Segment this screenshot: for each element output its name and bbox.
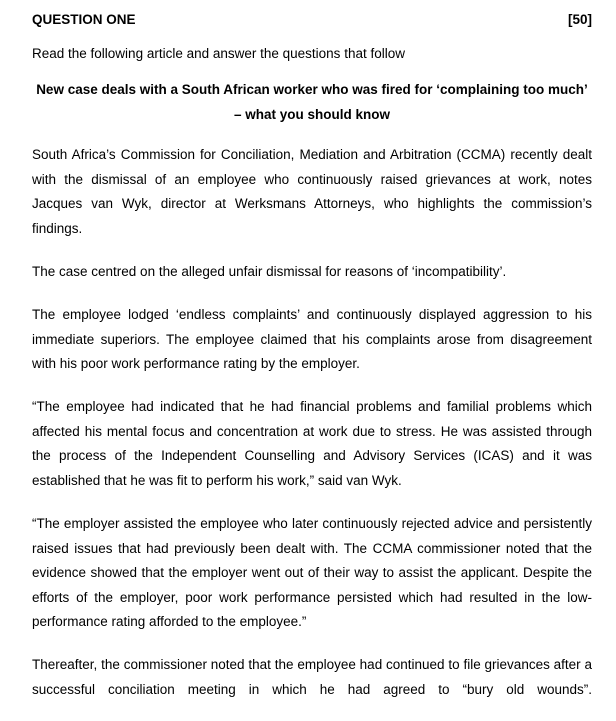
article-paragraph-3: The employee lodged ‘endless complaints’ and continuously displayed aggression to his immediate superiors. The employee claimed that his complaints arose from disagreement with his poor work performance rating by the employer.: [32, 307, 592, 371]
article-paragraph-1: South Africa’s Commission for Conciliation, Mediation and Arbitration (CCMA) recently dealt with the dismissal of an employee who continuously raised grievances at work, notes Jacques van Wyk, director at Werksmans Attorneys, who highlights the commission’s findings.: [32, 147, 592, 236]
instruction-text: Read the following article and answer the questions that follow: [32, 46, 405, 61]
article-paragraph-5: “The employer assisted the employee who later continuously rejected advice and persistently raised issues that had previously been dealt with. The CCMA commissioner noted that the evidence showed that the employer went out of their way to assist the applicant. Despite the efforts of the employer, poor work performance persisted which had resulted in the low-performance rating afforded to the employee.”: [32, 516, 592, 629]
question-title: QUESTION ONE: [32, 12, 136, 27]
article-paragraph-4: “The employee had indicated that he had financial problems and familial problems which affected his mental focus and concentration at work due to stress. He was assisted through the process of the Independent Counselling and Advisory Services (ICAS) and it was established that he was fit to perform his work,” said van Wyk.: [32, 399, 592, 488]
question-header: [32, 12, 592, 28]
article-headline: New case deals with a South African worker who was fired for ‘complaining too much’ – what you should know: [36, 82, 588, 122]
question-marks: [50]: [567, 12, 592, 27]
article-paragraph-2: The case centred on the alleged unfair dismissal for reasons of ‘incompatibility’.: [32, 264, 507, 279]
article-paragraph-6: Thereafter, the commissioner noted that the employee had continued to file grievances after a successful conciliation meeting in which he had agreed to “bury old wounds”.: [32, 657, 592, 697]
